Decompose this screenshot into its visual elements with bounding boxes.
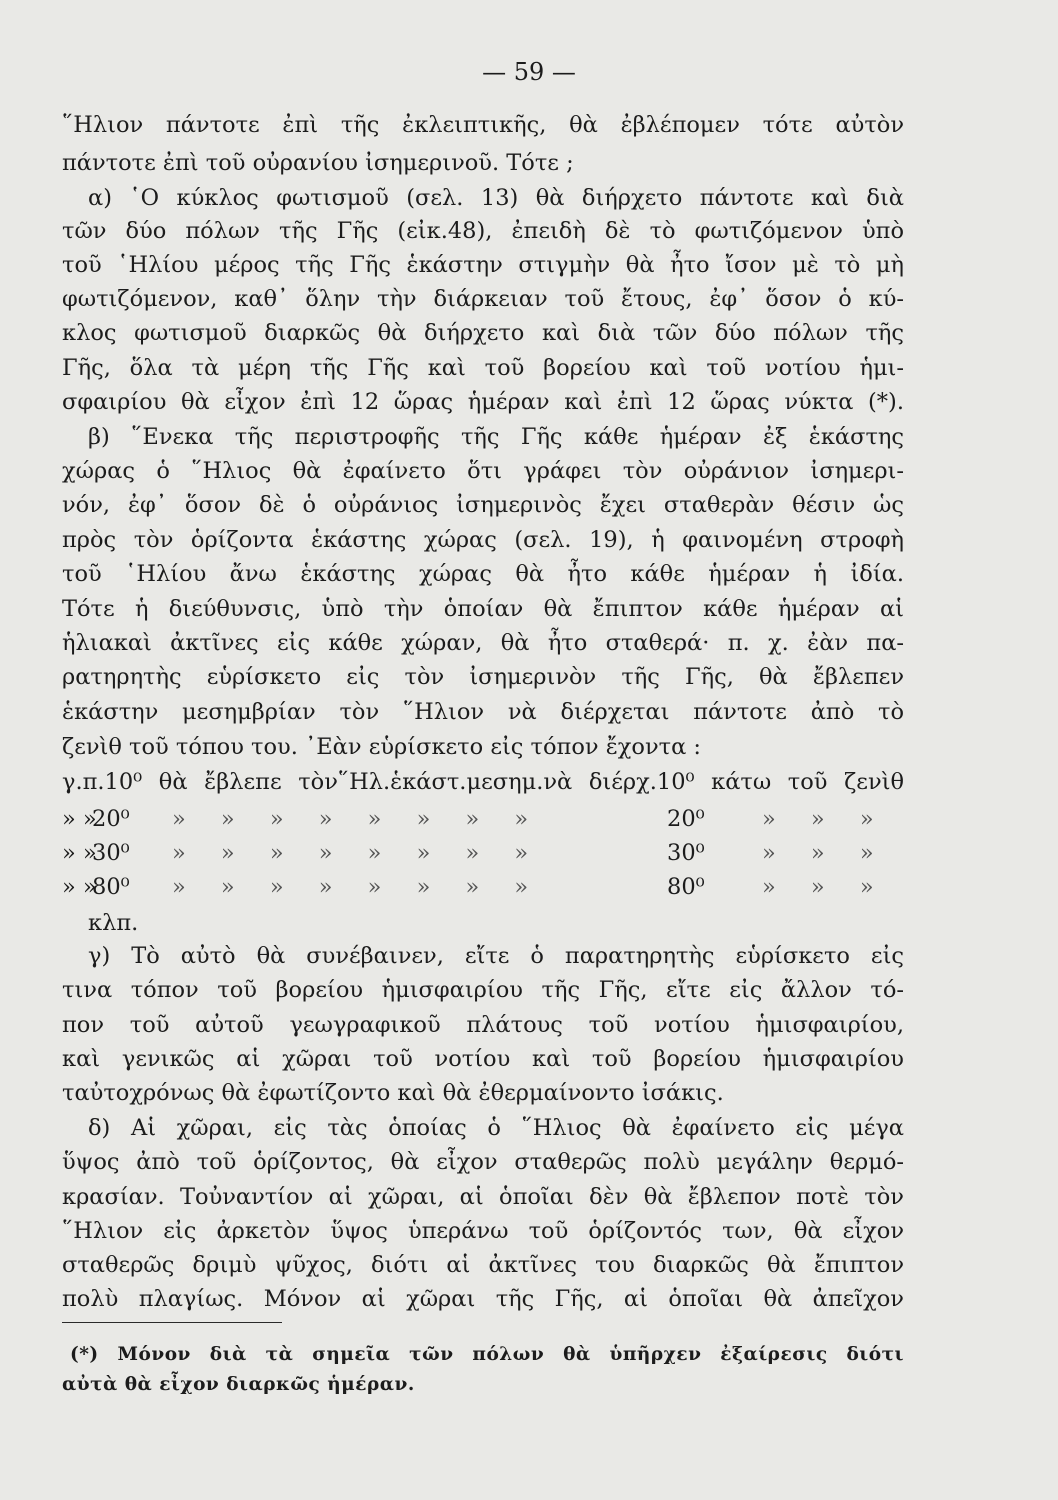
text-line: δ) Αἱ χῶραι, εἰς τὰς ὁποίας ὁ ῞Ηλιος θὰ ἐφαίνετο εἰς μέγα	[88, 1115, 904, 1141]
text-line: τινα τόπον τοῦ βορείου ἡμισφαιρίου τῆς Γῆς, εἴτε εἰς ἄλλον τό-	[62, 977, 904, 1003]
ditto-fill: » » » » » » » »	[172, 806, 543, 832]
angle-value: 20⁰	[667, 806, 705, 832]
text-line: πον τοῦ αὐτοῦ γεωγραφικοῦ πλάτους τοῦ νοτίου ἡμισφαιρίου,	[62, 1012, 904, 1038]
etc-text: κλπ.	[88, 910, 139, 936]
text-line: ὕψος ἀπὸ τοῦ ὁρίζοντος, θὰ εἶχον σταθερῶς πολὺ μεγάλην θερμό-	[62, 1149, 904, 1175]
text-line: β) ῞Ενεκα τῆς περιστροφῆς τῆς Γῆς κάθε ἡμέραν ἐξ ἑκάστης	[88, 424, 904, 450]
text-line: ταὐτοχρόνως θὰ ἐφωτίζοντο καὶ θὰ ἐθερμαίνοντο ἰσάκις.	[62, 1080, 724, 1106]
text-line: χώρας ὁ ῞Ηλιος θὰ ἐφαίνετο ὅτι γράφει τὸν οὐράνιον ἰσημερι-	[62, 458, 904, 484]
ditto-tail: » » »	[762, 840, 888, 866]
ditto-tail: » » »	[762, 874, 888, 900]
ditto-tail: » » »	[762, 806, 888, 832]
text-line: ῞Ηλιον πάντοτε ἐπὶ τῆς ἐκλειπτικῆς, θὰ ἐβλέπομεν τότε αὐτὸν	[62, 112, 904, 138]
ditto-fill: » » » » » » » »	[172, 874, 543, 900]
text-line: πρὸς τὸν ὁρίζοντα ἑκάστης χώρας (σελ. 19), ἡ φαινομένη στροφὴ	[62, 527, 904, 553]
text-line: κλος φωτισμοῦ διαρκῶς θὰ διήρχετο καὶ διὰ τῶν δύο πόλων τῆς	[62, 320, 904, 346]
footnote-line: αὐτὰ θὰ εἶχον διαρκῶς ἡμέραν.	[62, 1374, 415, 1395]
table-header-row: γ.π.10⁰ θὰ ἔβλεπε τὸν῞Ηλ.ἑκάστ.μεσημ.νὰ διέρχ.10⁰ κάτω τοῦ ζενὶθ	[62, 769, 904, 795]
text-line: κρασίαν. Τοὐναντίον αἱ χῶραι, αἱ ὁποῖαι δὲν θὰ ἔβλεπον ποτὲ τὸν	[62, 1184, 904, 1210]
text-line: πολὺ πλαγίως. Μόνον αἱ χῶραι τῆς Γῆς, αἱ ὁποῖαι θὰ ἀπεῖχον	[62, 1286, 904, 1312]
text-line: τοῦ ῾Ηλίου μέρος τῆς Γῆς ἑκάστην στιγμὴν θὰ ἦτο ἴσον μὲ τὸ μὴ	[62, 252, 904, 278]
text-line: σφαιρίου θὰ εἶχον ἐπὶ 12 ὥρας ἡμέραν καὶ ἐπὶ 12 ὥρας νύκτα (*).	[62, 389, 904, 415]
text-line: καὶ γενικῶς αἱ χῶραι τοῦ νοτίου καὶ τοῦ βορείου ἡμισφαιρίου	[62, 1046, 904, 1072]
text-line: σταθερῶς δριμὺ ψῦχος, διότι αἱ ἀκτῖνες του διαρκῶς θὰ ἔπιπτον	[62, 1252, 904, 1278]
text-line: ἑκάστην μεσημβρίαν τὸν ῞Ηλιον νὰ διέρχεται πάντοτε ἀπὸ τὸ	[62, 699, 904, 725]
text-line: τῶν δύο πόλων τῆς Γῆς (εἰκ.48), ἐπειδὴ δὲ τὸ φωτιζόμενον ὑπὸ	[62, 218, 904, 244]
angle-value: 80⁰	[667, 874, 705, 900]
text-line: τοῦ ῾Ηλίου ἄνω ἑκάστης χώρας θὰ ἦτο κάθε ἡμέραν ἡ ἰδία.	[62, 561, 904, 587]
latitude-value: 80⁰	[92, 874, 130, 900]
ditto-mark: » »	[62, 874, 97, 900]
text-line: πάντοτε ἐπὶ τοῦ οὐρανίου ἰσημερινοῦ. Τότε ;	[62, 150, 574, 176]
text-line: α) ῾Ο κύκλος φωτισμοῦ (σελ. 13) θὰ διήρχετο πάντοτε καὶ διὰ	[88, 185, 904, 211]
footnote-line: (*) Μόνον διὰ τὰ σημεῖα τῶν πόλων θὰ ὑπῆρχεν ἐξαίρεσις διότι	[70, 1344, 904, 1365]
footnote-rule	[62, 1322, 282, 1323]
page-number: — 59 —	[482, 58, 576, 86]
angle-value: 30⁰	[667, 840, 705, 866]
text-line: φωτιζόμενον, καθ᾿ ὅλην τὴν διάρκειαν τοῦ ἔτους, ἐφ᾿ ὅσον ὁ κύ-	[62, 286, 904, 312]
text-line: ῞Ηλιον εἰς ἀρκετὸν ὕψος ὑπεράνω τοῦ ὁρίζοντός των, θὰ εἶχον	[62, 1218, 904, 1244]
text-line: ρατηρητὴς εὑρίσκετο εἰς τὸν ἰσημερινὸν τῆς Γῆς, θὰ ἔβλεπεν	[62, 664, 904, 690]
text-line: Γῆς, ὅλα τὰ μέρη τῆς Γῆς καὶ τοῦ βορείου καὶ τοῦ νοτίου ἡμι-	[62, 355, 904, 381]
ditto-mark: » »	[62, 806, 97, 832]
latitude-value: 20⁰	[92, 806, 130, 832]
ditto-mark: » »	[62, 840, 97, 866]
text-line: ζενὶθ τοῦ τόπου του. ᾿Εὰν εὑρίσκετο εἰς τόπον ἔχοντα :	[62, 734, 702, 760]
text-line: Τότε ἡ διεύθυνσις, ὑπὸ τὴν ὁποίαν θὰ ἔπιπτον κάθε ἡμέραν αἱ	[62, 596, 904, 622]
text-line: νόν, ἐφ᾿ ὅσον δὲ ὁ οὐράνιος ἰσημερινὸς ἔχει σταθερὰν θέσιν ὡς	[62, 492, 904, 518]
latitude-value: 30⁰	[92, 840, 130, 866]
text-line: ἡλιακαὶ ἀκτῖνες εἰς κάθε χώραν, θὰ ἦτο σταθερά· π. χ. ἐὰν πα-	[62, 630, 904, 656]
text-line: γ) Τὸ αὐτὸ θὰ συνέβαινεν, εἴτε ὁ παρατηρητὴς εὑρίσκετο εἰς	[88, 943, 904, 969]
ditto-fill: » » » » » » » »	[172, 840, 543, 866]
